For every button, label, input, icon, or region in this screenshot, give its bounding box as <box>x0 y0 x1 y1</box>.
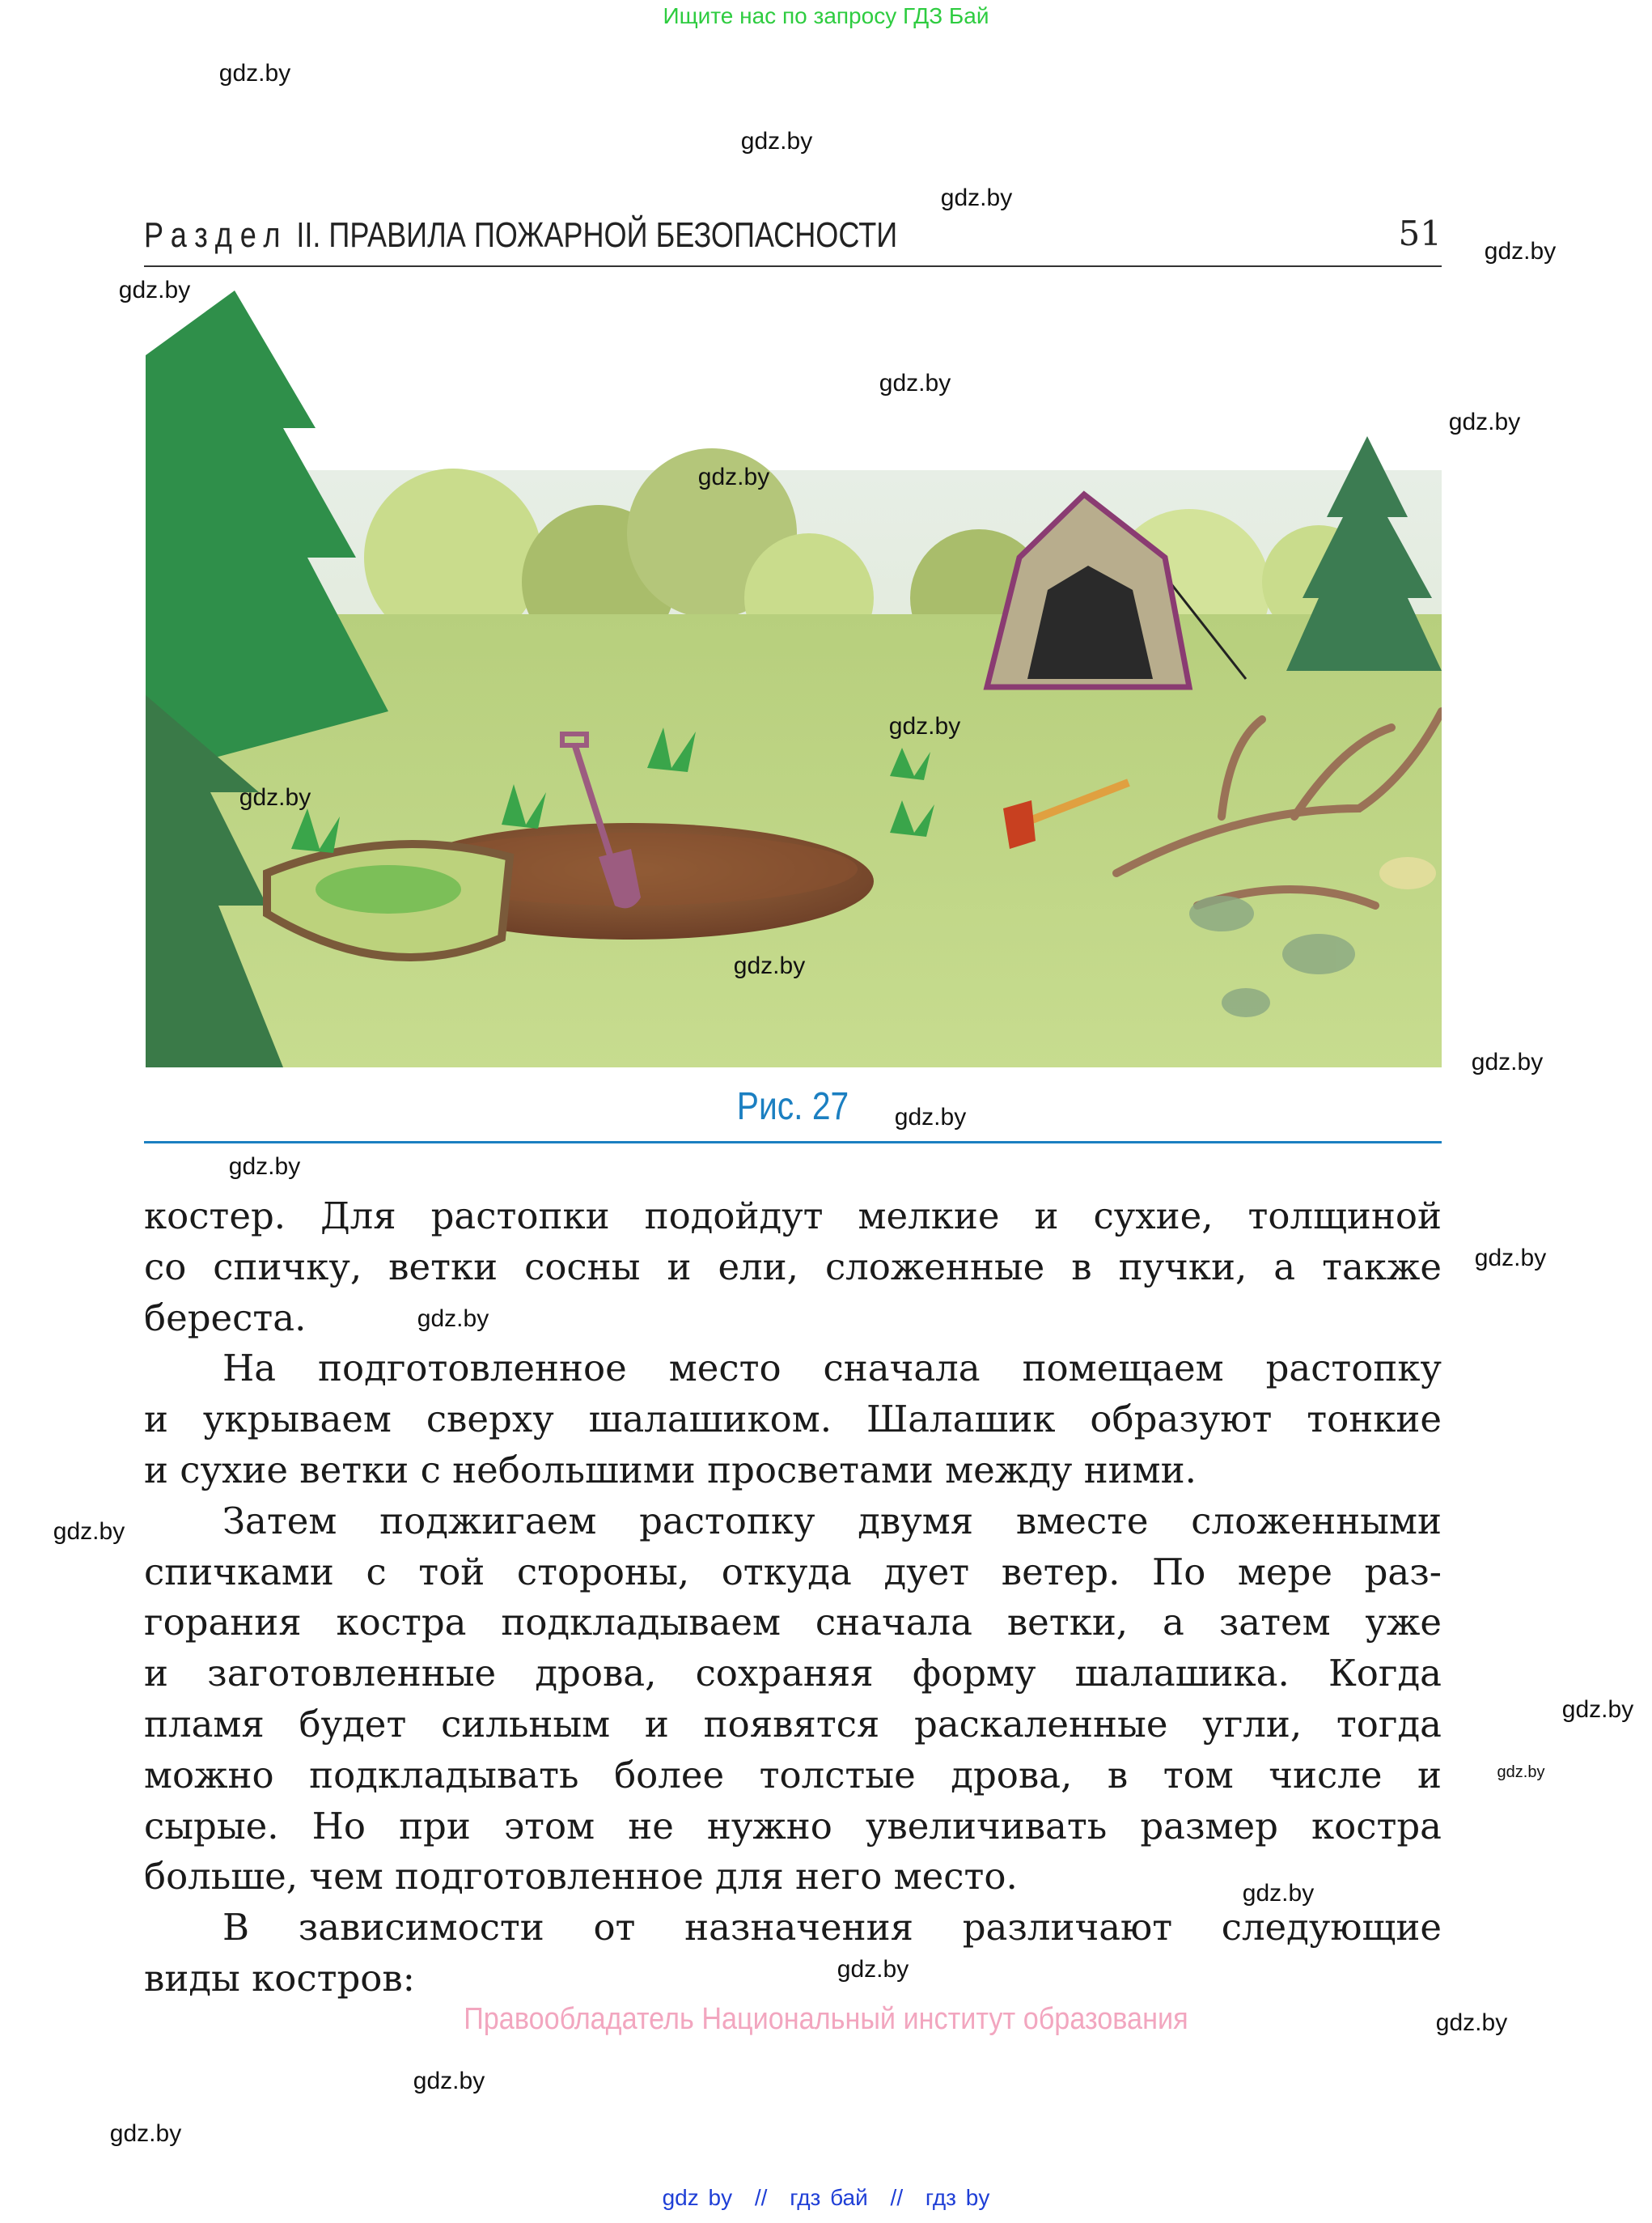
text-line: и укрываем сверху шалашиком. Шалашик образуют тонкие <box>144 1398 1442 1441</box>
watermark: gdz.by <box>894 1104 967 1131</box>
watermark: gdz.by <box>888 713 961 740</box>
page-number: 51 <box>1398 214 1442 253</box>
link-separator: // <box>890 2185 904 2210</box>
text-line: В зависимости от назначения различают следующие <box>222 1906 1442 1949</box>
watermark: gdz.by <box>697 464 770 490</box>
watermark: gdz.by <box>417 1305 489 1332</box>
text-line: пламя будет сильным и появятся раскаленные угли, тогда <box>144 1702 1442 1746</box>
watermark: gdz.by <box>239 784 311 811</box>
watermark: gdz.by <box>1484 238 1557 265</box>
figure-caption: Рис. 27 <box>736 1085 849 1128</box>
text-line: горания костра подкладываем сначала ветки, а затем уже <box>144 1601 1442 1644</box>
caption-divider <box>144 1141 1442 1143</box>
link-gdz-by[interactable]: gdz by <box>662 2185 733 2210</box>
watermark: gdz.by <box>1471 1049 1544 1075</box>
text-line: виды костров: <box>144 1956 415 2000</box>
text-line: и заготовленные дрова, сохраняя форму шалашика. Когда <box>144 1652 1442 1695</box>
text-line: сырые. Но при этом не нужно увеличивать размер костра <box>144 1804 1442 1848</box>
watermark: gdz.by <box>228 1153 301 1180</box>
watermark: gdz.by <box>53 1518 125 1545</box>
text-line: костер. Для растопки подойдут мелкие и сухие, толщиной <box>144 1194 1442 1237</box>
watermark: gdz.by <box>837 1956 909 1983</box>
watermark: gdz.by <box>1435 2009 1508 2036</box>
watermark: gdz.by <box>879 370 951 397</box>
link-gdz-bai[interactable]: гдз бай <box>790 2185 868 2210</box>
text-line: На подготовленное место сначала помещаем растопку <box>222 1347 1442 1390</box>
watermark: gdz.by <box>733 952 806 979</box>
watermark: gdz.by <box>218 60 291 87</box>
copyright-notice: Правообладатель Национальный институт образования <box>464 2002 1188 2036</box>
watermark: gdz.by <box>109 2120 182 2147</box>
text-line: Затем поджигаем растопку двумя вместе сложенными <box>222 1499 1442 1542</box>
section-title: II. ПРАВИЛА ПОЖАРНОЙ БЕЗОПАСНОСТИ <box>296 215 898 255</box>
watermark: gdz.by <box>1474 1245 1547 1271</box>
watermark: gdz.by <box>118 277 191 303</box>
header-divider <box>144 265 1442 267</box>
text-line: береста. <box>144 1296 307 1339</box>
watermark: gdz.by <box>740 128 813 155</box>
link-separator: // <box>754 2185 768 2210</box>
text-line: можно подкладывать более толстые дрова, в том числе и <box>144 1753 1442 1797</box>
link-gdz-by-ru[interactable]: гдз by <box>925 2185 990 2210</box>
watermark: gdz.by <box>1448 409 1521 435</box>
running-header <box>144 215 897 256</box>
watermark: gdz.by <box>1561 1696 1634 1723</box>
section-prefix: Раздел <box>144 215 289 255</box>
body-text <box>144 1191 1442 2005</box>
text-line: и сухие ветки с небольшими просветами между ними. <box>144 1448 1197 1491</box>
watermark: gdz.by <box>1497 1763 1545 1781</box>
watermark: gdz.by <box>940 185 1013 211</box>
watermark: gdz.by <box>413 2068 485 2094</box>
watermark: gdz.by <box>1242 1880 1315 1907</box>
search-banner[interactable]: Ищите нас по запросу ГДЗ Бай <box>663 3 989 28</box>
text-line: больше, чем подготовленное для него место. <box>144 1855 1018 1898</box>
campfire-site-illustration <box>146 291 1442 1067</box>
text-line: спичками с той стороны, откуда дует ветер. По мере раз- <box>144 1550 1442 1593</box>
footer-links <box>0 2185 1652 2211</box>
text-line: со спичку, ветки сосны и ели, сложенные в пучки, а также <box>144 1245 1442 1288</box>
